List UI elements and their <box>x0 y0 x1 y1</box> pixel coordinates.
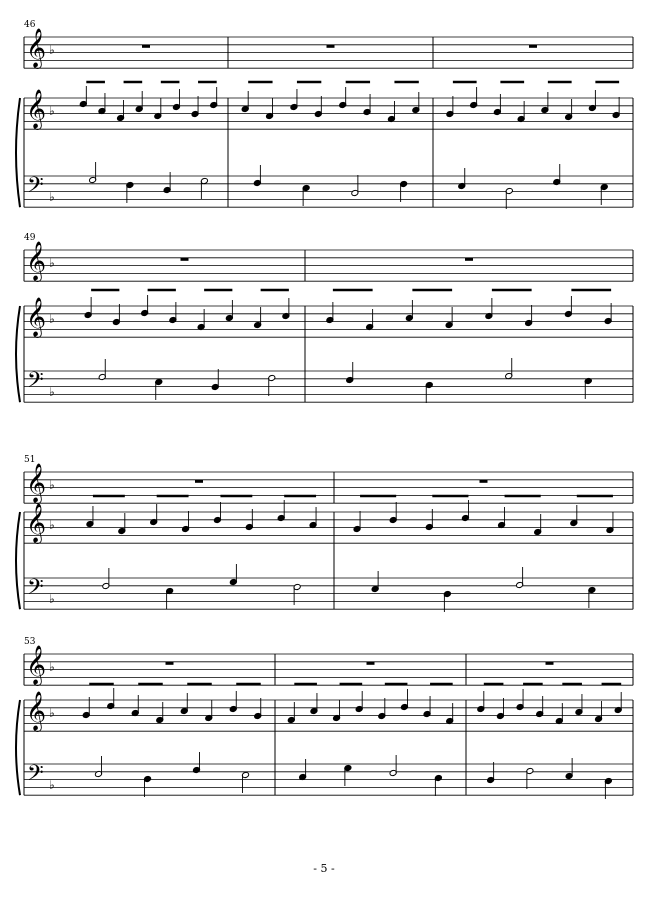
flat-icon: ♭ <box>49 478 55 492</box>
page-number: - 5 - <box>313 862 335 875</box>
whole-rest-icon <box>529 45 537 48</box>
brace-icon <box>16 700 20 795</box>
flat-icon: ♭ <box>49 190 55 204</box>
measure-number: 49 <box>24 233 36 243</box>
flat-icon: ♭ <box>49 778 55 792</box>
treble-clef-icon: 𝄞 <box>26 241 47 281</box>
treble-clef-icon: 𝄞 <box>26 691 47 731</box>
whole-rest-icon <box>327 45 335 48</box>
treble-clef-icon: 𝄞 <box>26 89 47 129</box>
whole-rest-icon <box>546 662 554 665</box>
bass-clef-icon: 𝄢 <box>27 575 44 605</box>
treble-clef-icon: 𝄞 <box>26 297 47 337</box>
whole-rest-icon <box>166 662 174 665</box>
measure-number: 53 <box>24 637 36 647</box>
brace-icon <box>16 306 20 402</box>
whole-rest-icon <box>181 258 189 261</box>
flat-icon: ♭ <box>49 256 55 270</box>
brace-icon <box>16 98 20 207</box>
treble-clef-icon: 𝄞 <box>26 503 47 543</box>
whole-rest-icon <box>195 480 203 483</box>
brace-icon <box>16 512 20 609</box>
treble-clef-icon: 𝄞 <box>26 28 47 68</box>
system-2 <box>16 233 633 403</box>
bass-clef-icon: 𝄢 <box>27 368 44 398</box>
flat-icon: ♭ <box>49 104 55 118</box>
flat-icon: ♭ <box>49 706 55 720</box>
bass-clef-icon: 𝄢 <box>27 173 44 203</box>
flat-icon: ♭ <box>49 660 55 674</box>
whole-rest-icon <box>480 480 488 483</box>
treble-clef-icon: 𝄞 <box>26 645 47 685</box>
measure-number: 51 <box>24 455 36 465</box>
flat-icon: ♭ <box>49 518 55 532</box>
system-1 <box>16 20 633 209</box>
whole-rest-icon <box>142 45 150 48</box>
flat-icon: ♭ <box>49 312 55 326</box>
flat-icon: ♭ <box>49 43 55 57</box>
system-4 <box>16 637 633 799</box>
whole-rest-icon <box>465 258 473 261</box>
bass-clef-icon: 𝄢 <box>27 761 44 791</box>
measure-number: 46 <box>24 20 36 30</box>
flat-icon: ♭ <box>49 592 55 606</box>
system-3 <box>16 455 633 612</box>
treble-clef-icon: 𝄞 <box>26 463 47 503</box>
whole-rest-icon <box>367 662 375 665</box>
flat-icon: ♭ <box>49 385 55 399</box>
